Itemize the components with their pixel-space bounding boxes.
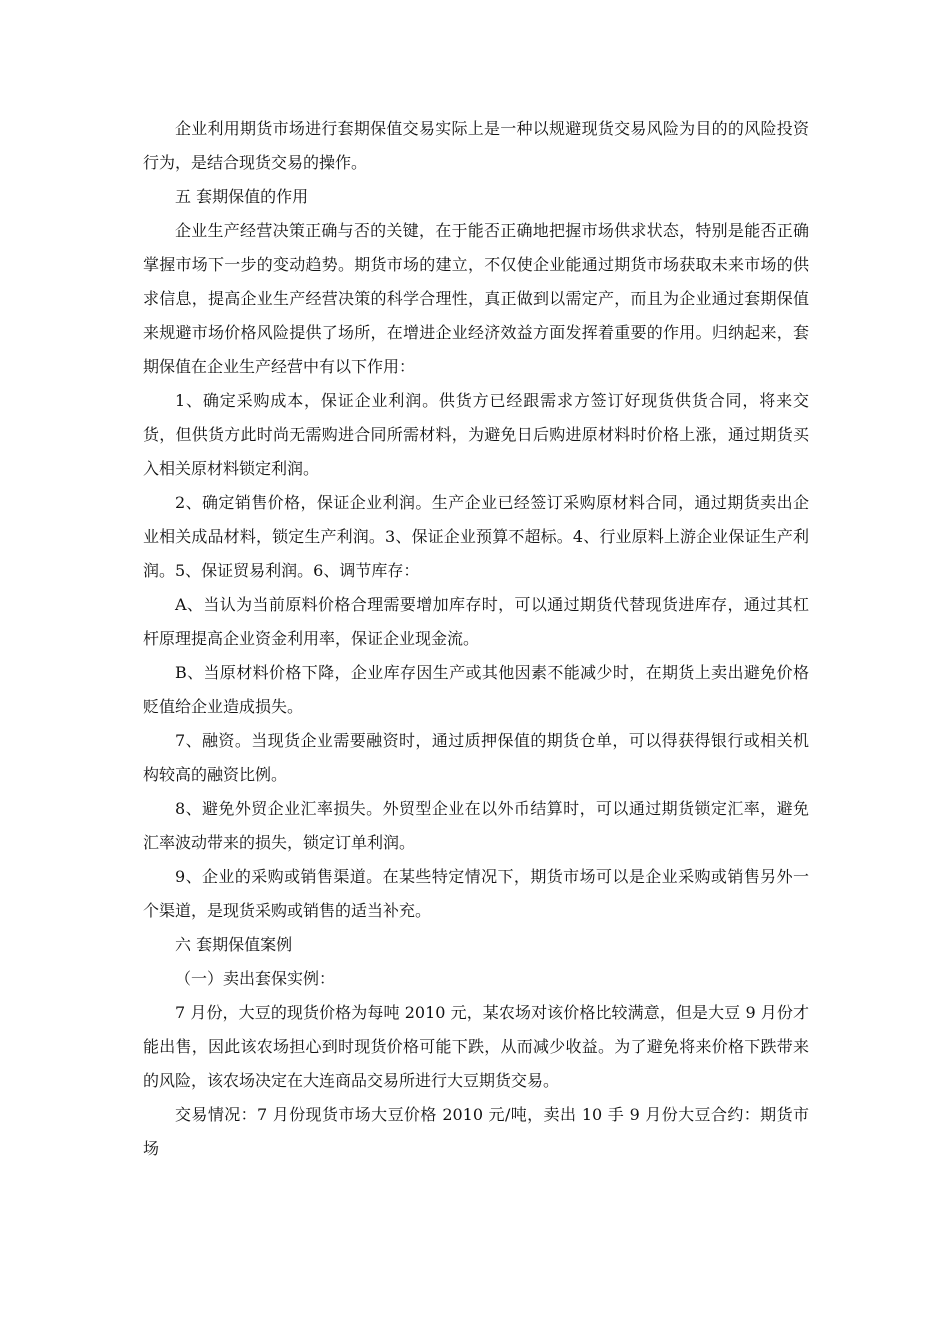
list-item-b: B、当原材料价格下降，企业库存因生产或其他因素不能减少时，在期货上卖出避免价格贬值给企业造成损失。 [143,663,809,716]
section-heading-five: 五 套期保值的作用 [175,187,309,206]
list-item-a: A、当认为当前原料价格合理需要增加库存时，可以通过期货代替现货进库存，通过其杠杆原理提高企业资金利用率，保证企业现金流。 [143,595,809,648]
list-item-7: 7、融资。当现货企业需要融资时，通过质押保值的期货仓单，可以得获得银行或相关机构较高的融资比例。 [143,731,809,784]
paragraph-example-intro: 7 月份，大豆的现货价格为每吨 2010 元，某农场对该价格比较满意，但是大豆 9 月份才能出售，因此该农场担心到时现货价格可能下跌，从而减少收益。为了避免将来价格下跌带来的风险，该农场决定在大连商品交易所进行大豆期货交易。 [143,1003,809,1090]
subheading-sell-hedge: （一）卖出套保实例： [175,969,336,988]
document-body [143,112,809,1166]
list-item-8: 8、避免外贸企业汇率损失。外贸型企业在以外币结算时，可以通过期货锁定汇率，避免汇率波动带来的损失，锁定订单利润。 [143,799,809,852]
list-item-9: 9、企业的采购或销售渠道。在某些特定情况下，期货市场可以是企业采购或销售另外一个渠道，是现货采购或销售的适当补充。 [143,867,809,920]
paragraph-hedging-definition: 企业利用期货市场进行套期保值交易实际上是一种以规避现货交易风险为目的的风险投资行为，是结合现货交易的操作。 [143,119,809,172]
paragraph-trade-details: 交易情况：7 月份现货市场大豆价格 2010 元/吨，卖出 10 手 9 月份大豆合约：期货市场 [143,1105,809,1158]
paragraph-role-intro: 企业生产经营决策正确与否的关键，在于能否正确地把握市场供求状态，特别是能否正确掌握市场下一步的变动趋势。期货市场的建立，不仅使企业能通过期货市场获取未来市场的供求信息，提高企业生产经营决策的科学合理性，真正做到以需定产，而且为企业通过套期保值来规避市场价格风险提供了场所，在增进企业经济效益方面发挥着重要的作用。归纳起来，套期保值在企业生产经营中有以下作用： [143,221,809,376]
list-item-2-6: 2、确定销售价格，保证企业利润。生产企业已经签订采购原材料合同，通过期货卖出企业相关成品材料，锁定生产利润。3、保证企业预算不超标。4、行业原料上游企业保证生产利润。5、保证贸易利润。6、调节库存： [143,493,809,580]
list-item-1: 1、确定采购成本，保证企业利润。供货方已经跟需求方签订好现货供货合同，将来交货，但供货方此时尚无需购进合同所需材料，为避免日后购进原材料时价格上涨，通过期货买入相关原材料锁定利润。 [143,391,809,478]
section-heading-six: 六 套期保值案例 [175,935,293,954]
